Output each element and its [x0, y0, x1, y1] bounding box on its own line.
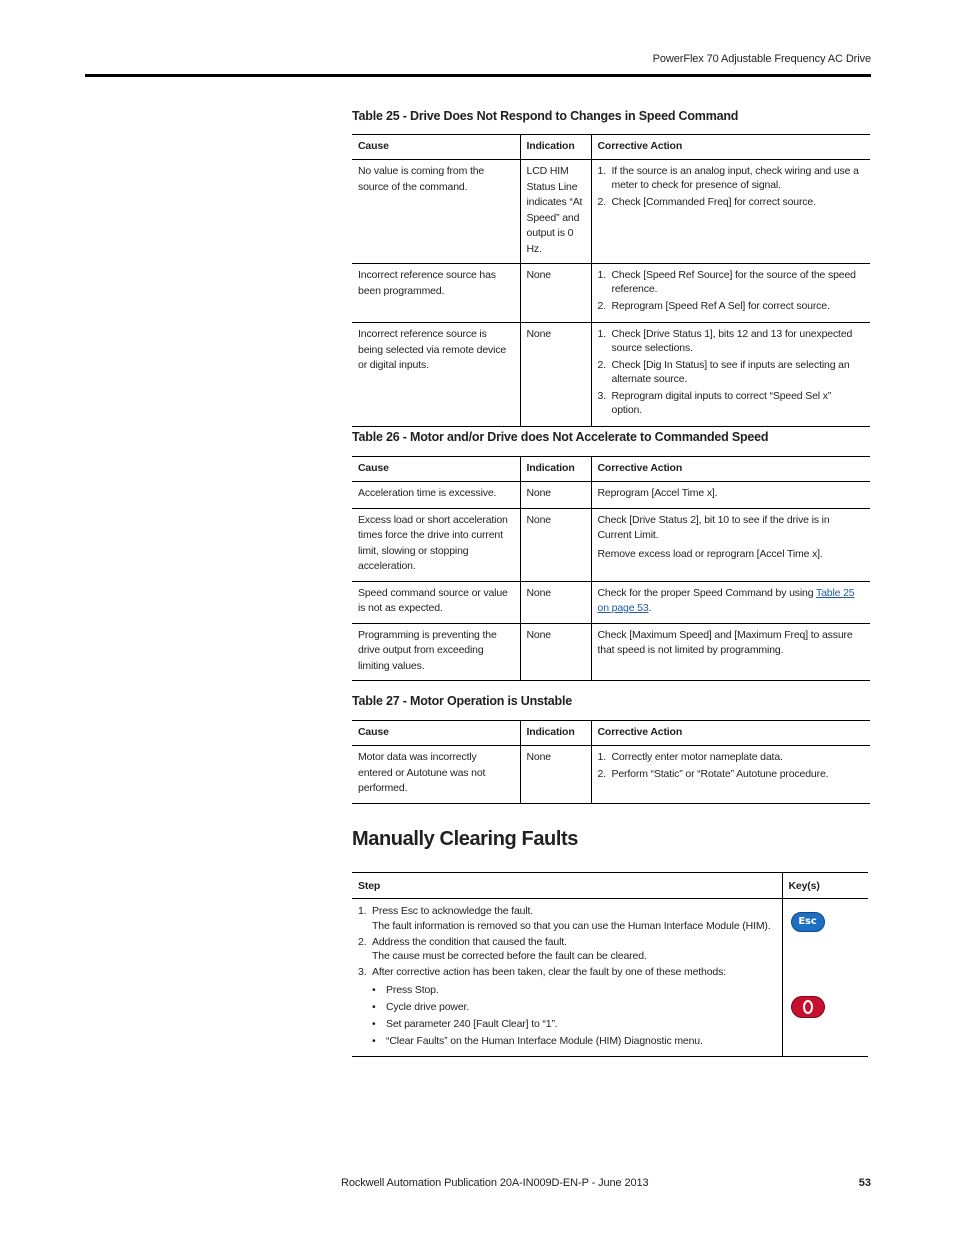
list-item: • Set parameter 240 [Fault Clear] to “1”. — [372, 1017, 558, 1030]
action-step: 2. Check [Dig In Status] to see if inputs are selecting an alternate source. — [597, 359, 850, 385]
cause-cell: No value is coming from the source of the command. — [352, 160, 520, 264]
action-cell: Reprogram [Accel Time x]. — [591, 482, 870, 509]
action-cell — [591, 323, 870, 427]
cause-cell: Programming is preventing the drive output from exceeding limiting values. — [352, 623, 520, 681]
action-cell — [591, 264, 870, 323]
footer-publication: Rockwell Automation Publication 20A-IN009D-EN-P - June 2013 — [341, 1177, 649, 1189]
table-row — [352, 264, 870, 323]
indication-cell: None — [520, 623, 591, 681]
indication-cell: None — [520, 581, 591, 623]
table-row — [352, 581, 870, 623]
list-item: • Press Stop. — [372, 983, 439, 996]
table-row — [352, 323, 870, 427]
table25-cross-reference-link[interactable]: Table 25 on page 53 — [597, 586, 855, 614]
table-header-row — [352, 135, 870, 160]
col-header-keys: Key(s) — [782, 873, 868, 899]
action-step: 2. Reprogram [Speed Ref A Sel] for correct source. — [597, 300, 830, 312]
stop-key-icon — [791, 996, 825, 1018]
clear-faults-table — [352, 872, 868, 1057]
fault-step: 3. After corrective action has been taken, clear the fault by one of these methods: • Press Stop. • Cycle drive power. • Set parameter 240 [Fault Clear] to “1”. • “Clear Faults” on the Human Interface Module (HIM) Diagnostic menu. — [358, 964, 776, 1050]
action-step: 3. Reprogram digital inputs to correct “Speed Sel x” option. — [597, 390, 832, 416]
cause-cell: Incorrect reference source has been programmed. — [352, 264, 520, 323]
cause-cell: Acceleration time is excessive. — [352, 482, 520, 509]
cause-cell: Speed command source or value is not as expected. — [352, 581, 520, 623]
action-cell: Check [Maximum Speed] and [Maximum Freq] to assure that speed is not limited by programming. — [591, 623, 870, 681]
step-text: After corrective action has been taken, clear the fault by one of these methods: — [372, 966, 726, 978]
fault-step: 2. Address the condition that caused the fault. The cause must be corrected before the fault can be cleared. — [358, 934, 776, 965]
col-header-cause: Cause — [352, 135, 520, 160]
action-text-end: . — [648, 602, 652, 614]
action-step: 1. If the source is an analog input, check wiring and use a meter to check for presence of signal. — [597, 165, 859, 191]
indication-cell: None — [520, 482, 591, 509]
step-subtext: The fault information is removed so that you can use the Human Interface Module (HIM). — [372, 919, 771, 932]
action-cell — [591, 160, 870, 264]
action-cell — [591, 746, 870, 804]
step-subtext: The cause must be corrected before the fault can be cleared. — [372, 950, 647, 962]
table26 — [352, 456, 870, 681]
table-header-row — [352, 721, 870, 746]
action-cell — [591, 581, 870, 623]
action-step: 2. Check [Commanded Freq] for correct source. — [597, 196, 816, 208]
table-row — [352, 746, 870, 804]
table25 — [352, 134, 870, 427]
list-item: • Cycle drive power. — [372, 1000, 470, 1013]
indication-cell: None — [520, 264, 591, 323]
indication-cell: None — [520, 746, 591, 804]
table-row — [352, 508, 870, 581]
step-text: Press Esc to acknowledge the fault. — [372, 905, 534, 917]
esc-key-icon: Esc — [791, 912, 825, 932]
page-number: 53 — [858, 1177, 871, 1189]
col-header-indication: Indication — [520, 721, 591, 746]
action-text: Check for the proper Speed Command by using — [597, 586, 816, 599]
steps-cell — [352, 899, 782, 1057]
action-cell — [591, 508, 870, 581]
running-header-title: PowerFlex 70 Adjustable Frequency AC Drive — [652, 53, 871, 65]
table27-caption: Table 27 - Motor Operation is Unstable — [352, 694, 572, 708]
action-step: 1. Correctly enter motor nameplate data. — [597, 751, 783, 763]
table-row — [352, 482, 870, 509]
col-header-action: Corrective Action — [591, 135, 870, 160]
cause-cell: Excess load or short acceleration times force the drive into current limit, slowing or stopping acceleration. — [352, 508, 520, 581]
col-header-cause: Cause — [352, 457, 520, 482]
section-heading: Manually Clearing Faults — [352, 828, 579, 850]
indication-cell: LCD HIM Status Line indicates “At Speed” and output is 0 Hz. — [520, 160, 591, 264]
table-header-row — [352, 873, 868, 899]
action-step: 1. Check [Speed Ref Source] for the source of the speed reference. — [597, 269, 856, 295]
col-header-indication: Indication — [520, 135, 591, 160]
cause-cell: Motor data was incorrectly entered or Autotune was not performed. — [352, 746, 520, 804]
action-step: 2. Perform “Static” or “Rotate” Autotune procedure. — [597, 768, 829, 780]
cause-cell: Incorrect reference source is being selected via remote device or digital inputs. — [352, 323, 520, 427]
action-paragraph: Remove excess load or reprogram [Accel Time x]. — [597, 547, 823, 560]
indication-cell: None — [520, 508, 591, 581]
col-header-action: Corrective Action — [591, 457, 870, 482]
table-row — [352, 623, 870, 681]
col-header-action: Corrective Action — [591, 721, 870, 746]
indication-cell: None — [520, 323, 591, 427]
col-header-step: Step — [352, 873, 782, 899]
list-item: • “Clear Faults” on the Human Interface Module (HIM) Diagnostic menu. — [372, 1034, 703, 1047]
table25-caption: Table 25 - Drive Does Not Respond to Changes in Speed Command — [352, 109, 739, 123]
table-header-row — [352, 457, 870, 482]
table26-caption: Table 26 - Motor and/or Drive does Not Accelerate to Commanded Speed — [352, 430, 769, 444]
table-row — [352, 160, 870, 264]
step-text: Address the condition that caused the fault. — [372, 935, 567, 948]
col-header-indication: Indication — [520, 457, 591, 482]
method-list — [372, 982, 776, 1050]
header-rule — [85, 74, 871, 77]
action-step: 1. Check [Drive Status 1], bits 12 and 13 for unexpected source selections. — [597, 328, 853, 354]
table27 — [352, 720, 870, 804]
table-row — [352, 899, 868, 1057]
action-paragraph: Check [Drive Status 2], bit 10 to see if the drive is in Current Limit. — [597, 513, 830, 541]
fault-step: 1. Press Esc to acknowledge the fault. The fault information is removed so that you can use the Human Interface Module (HIM). — [358, 903, 776, 934]
col-header-cause: Cause — [352, 721, 520, 746]
keys-cell — [782, 899, 868, 1057]
